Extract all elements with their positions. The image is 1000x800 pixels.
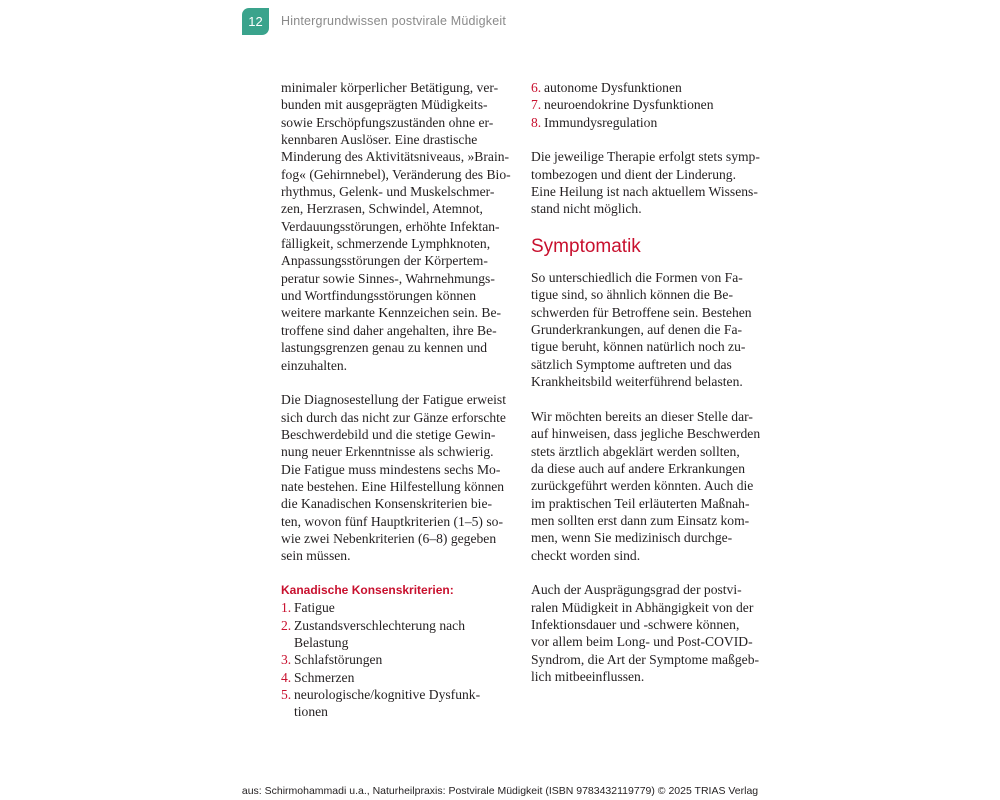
page-number-badge: 12 bbox=[242, 8, 269, 35]
text-line: men, wenn Sie medizinisch durchge- bbox=[531, 530, 733, 546]
text-line: nate bestehen. Eine Hilfestellung können bbox=[281, 478, 505, 494]
text-line: die Kanadischen Konsenskriterien bie- bbox=[281, 496, 493, 512]
text-line: stets ärztlich abgeklärt werden sollten, bbox=[531, 443, 740, 459]
text-line: lich mitbeeinflussen. bbox=[531, 669, 645, 684]
text-line: zurückgeführt werden könnten. Auch die bbox=[531, 478, 754, 494]
list-item bbox=[281, 617, 513, 652]
text-line: peratur sowie Sinnes-, Wahrnehmungs- bbox=[281, 270, 495, 286]
text-line: auf hinweisen, dass jegliche Beschwerden bbox=[531, 426, 761, 442]
text-line: minimaler körperlicher Betätigung, ver- bbox=[281, 80, 499, 95]
left-column bbox=[281, 79, 513, 738]
text-line: bunden mit ausgeprägten Müdigkeits- bbox=[281, 97, 488, 113]
list-text: neurologische/kognitive Dysfunk- bbox=[294, 687, 481, 703]
paragraph bbox=[531, 408, 771, 564]
list-item bbox=[531, 96, 771, 113]
text-line: sätzlich Symptome auftreten und das bbox=[531, 356, 732, 372]
text-line: Minderung des Aktivitätsniveaus, »Brain- bbox=[281, 149, 510, 165]
page-header bbox=[242, 7, 506, 35]
text-line: einzuhalten. bbox=[281, 357, 348, 373]
text-line: vor allem beim Long- und Post-COVID- bbox=[531, 634, 753, 650]
text-line: ten, wovon fünf Hauptkriterien (1–5) so- bbox=[281, 513, 503, 529]
paragraph bbox=[531, 581, 771, 685]
text-line: Eine Heilung ist nach aktuellem Wissens- bbox=[531, 184, 758, 200]
text-line: men sollten erst dann zum Einsatz kom- bbox=[531, 512, 750, 528]
list-text: Fatigue bbox=[294, 600, 335, 616]
list-item bbox=[531, 114, 771, 131]
running-title: Hintergrundwissen postvirale Müdigkeit bbox=[281, 14, 507, 28]
list-number: 1. bbox=[281, 600, 292, 616]
text-line: fog« (Gehirnnebel), Veränderung des Bio- bbox=[281, 166, 511, 182]
paragraph bbox=[531, 269, 771, 390]
text-line: sowie Erschöpfungszuständen ohne er- bbox=[281, 114, 494, 130]
text-line: Die Diagnosestellung der Fatigue erweist bbox=[281, 392, 506, 408]
list-item bbox=[281, 686, 513, 721]
criteria-list bbox=[281, 599, 513, 720]
text-line: tigue sind, so ähnlich können die Be- bbox=[531, 287, 733, 303]
text-line: schwerden für Betroffene sein. Bestehen bbox=[531, 304, 752, 320]
text-line: im praktischen Teil erläuterten Maßnah- bbox=[531, 495, 750, 511]
text-line: troffene sind daher angehalten, ihre Be- bbox=[281, 322, 497, 338]
text-line: tombezogen und dient der Linderung. bbox=[531, 166, 736, 182]
list-number: 7. bbox=[531, 97, 542, 113]
paragraph bbox=[531, 148, 771, 217]
text-line: Auch der Ausprägungsgrad der postvi- bbox=[531, 582, 742, 598]
text-line: Verdauungsstörungen, erhöhte Infektan- bbox=[281, 218, 500, 234]
text-line: Die jeweilige Therapie erfolgt stets symp- bbox=[531, 149, 760, 165]
source-footer: aus: Schirmohammadi u.a., Naturheilpraxis: Postvirale Müdigkeit (ISBN 9783432119779) © 2025 TRIAS Verlag bbox=[241, 785, 759, 797]
text-line: weitere markante Kennzeichen sein. Be- bbox=[281, 305, 502, 321]
text-line: da diese auch auf andere Erkrankungen bbox=[531, 460, 745, 476]
text-line: Wir möchten bereits an dieser Stelle dar- bbox=[531, 408, 753, 424]
right-column bbox=[531, 79, 771, 703]
list-text: neuroendokrine Dysfunktionen bbox=[544, 97, 714, 113]
list-text: Immundysregulation bbox=[544, 114, 658, 130]
text-line: nung neuer Erkenntnisse als schwierig. bbox=[281, 444, 494, 460]
list-item bbox=[531, 79, 771, 96]
list-text-continuation: Belastung bbox=[294, 635, 349, 650]
text-line: So unterschiedlich die Formen von Fa- bbox=[531, 270, 743, 286]
text-line: Krankheitsbild weiterführend belasten. bbox=[531, 374, 743, 390]
text-line: und Wortfindungsstörungen können bbox=[281, 288, 476, 304]
text-line: Grunderkrankungen, auf denen die Fa- bbox=[531, 322, 743, 338]
list-text-continuation: tionen bbox=[294, 704, 328, 720]
section-heading: Symptomatik bbox=[531, 236, 641, 258]
text-line: Beschwerdebild und die stetige Gewin- bbox=[281, 426, 496, 442]
list-number: 4. bbox=[281, 669, 292, 685]
text-line: rhythmus, Gelenk- und Muskelschmer- bbox=[281, 184, 495, 200]
list-text: autonome Dysfunktionen bbox=[544, 80, 682, 95]
criteria-heading: Kanadische Konsenskriterien: bbox=[281, 582, 454, 597]
list-text: Schmerzen bbox=[294, 669, 355, 685]
list-number: 2. bbox=[281, 617, 292, 633]
text-line: Syndrom, die Art der Symptome maßgeb- bbox=[531, 651, 760, 667]
criteria-list-continued bbox=[531, 79, 771, 131]
list-item bbox=[281, 651, 513, 668]
text-line: wie zwei Nebenkriterien (6–8) gegeben bbox=[281, 530, 497, 546]
paragraph bbox=[281, 391, 513, 564]
text-line: lastungsgrenzen genau zu kennen und bbox=[281, 340, 488, 356]
text-line: zen, Herzrasen, Schwindel, Atemnot, bbox=[281, 201, 483, 217]
list-number: 5. bbox=[281, 687, 292, 703]
text-line: Anpassungsstörungen der Körpertem- bbox=[281, 253, 488, 269]
text-line: fälligkeit, schmerzende Lymphknoten, bbox=[281, 236, 491, 252]
text-line: Die Fatigue muss mindestens sechs Mo- bbox=[281, 461, 501, 477]
list-text: Schlafstörungen bbox=[294, 652, 383, 668]
list-item bbox=[281, 599, 513, 616]
text-line: stand nicht möglich. bbox=[531, 201, 642, 217]
paragraph bbox=[281, 79, 513, 374]
list-number: 3. bbox=[281, 652, 292, 668]
text-line: kennbaren Auslöser. Eine drastische bbox=[281, 132, 478, 148]
text-line: sein müssen. bbox=[281, 548, 351, 564]
text-line: ralen Müdigkeit in Abhängigkeit von der bbox=[531, 599, 754, 615]
list-number: 6. bbox=[531, 80, 542, 95]
text-line: checkt worden sind. bbox=[531, 547, 641, 563]
text-line: sich durch das nicht zur Gänze erforschte bbox=[281, 409, 506, 425]
list-item bbox=[281, 669, 513, 686]
text-line: tigue beruht, können natürlich noch zu- bbox=[531, 339, 746, 355]
list-text: Zustandsverschlechterung nach bbox=[294, 617, 465, 633]
text-line: Infektionsdauer und -schwere können, bbox=[531, 616, 740, 632]
list-number: 8. bbox=[531, 114, 542, 130]
